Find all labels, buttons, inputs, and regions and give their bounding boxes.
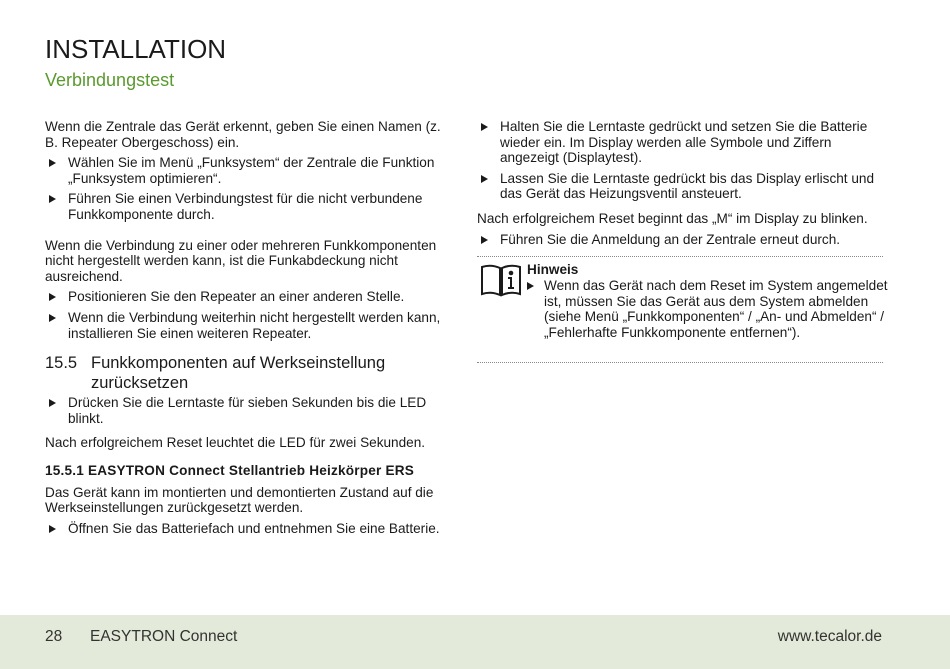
note-text: Wenn das Gerät nach dem Reset im System angemeldet ist, müssen Sie das Gerät aus dem System abmelden (siehe Menü „Funkkomponenten“ / „An- und Abmelden“ / „Fehlerhafte Funkkomponente entfernen“). xyxy=(527,278,899,340)
section-subtitle: Verbindungstest xyxy=(45,70,175,90)
play-bullet-icon xyxy=(49,314,56,322)
section-heading xyxy=(45,353,455,393)
play-bullet-icon xyxy=(49,195,56,203)
play-bullet-icon xyxy=(481,236,488,244)
paragraph: Nach erfolgreichem Reset leuchtet die LED für zwei Sekunden. xyxy=(45,435,426,451)
play-bullet-icon xyxy=(49,293,56,301)
left-column xyxy=(45,119,455,541)
play-bullet-icon xyxy=(49,399,56,407)
list-item: Führen Sie einen Verbindungstest für die nicht verbundene Funkkomponente durch. xyxy=(45,191,455,222)
list-item: Halten Sie die Lerntaste gedrückt und setzen Sie die Batterie wieder ein. Im Display werden alle Symbole und Ziffern angezeigt (Displaytest). xyxy=(477,119,883,166)
page-number: 28 xyxy=(45,628,63,645)
list-item: Wählen Sie im Menü „Funksystem“ der Zentrale die Funktion „Funksystem optimieren“. xyxy=(45,155,455,186)
list-item: Wenn die Verbindung weiterhin nicht hergestellt werden kann, installieren Sie einen weiteren Repeater. xyxy=(45,310,455,341)
section-number: 15.5 xyxy=(45,354,78,373)
play-bullet-icon xyxy=(49,525,56,533)
list-item: Öffnen Sie das Batteriefach und entnehmen Sie eine Batterie. xyxy=(45,521,455,537)
section-title: Funkkomponenten auf Werkseinstellung zurücksetzen xyxy=(91,354,386,393)
play-bullet-icon xyxy=(481,123,488,131)
website-url: www.tecalor.de xyxy=(777,628,882,645)
paragraph: Nach erfolgreichem Reset beginnt das „M“ im Display zu blinken. xyxy=(477,210,868,226)
list-item: Führen Sie die Anmeldung an der Zentrale erneut durch. xyxy=(477,232,883,248)
play-bullet-icon xyxy=(527,282,534,290)
play-bullet-icon xyxy=(481,175,488,183)
list-item: Drücken Sie die Lerntaste für sieben Sekunden bis die LED blinkt. xyxy=(45,395,455,426)
paragraph: Wenn die Verbindung zu einer oder mehreren Funkkomponenten nicht hergestellt werden kann, ist die Funkabdeckung nicht ausreichend. xyxy=(45,237,437,284)
note-box xyxy=(477,256,888,363)
note-title: Hinweis xyxy=(527,262,579,278)
play-bullet-icon xyxy=(49,159,56,167)
page-footer xyxy=(0,615,950,669)
paragraph: Das Gerät kann im montierten und demontierten Zustand auf die Werkseinstellungen zurückgesetzt werden. xyxy=(45,484,434,516)
product-name: EASYTRON Connect xyxy=(90,628,238,645)
book-info-icon xyxy=(480,263,522,301)
paragraph: Wenn die Zentrale das Gerät erkennt, geben Sie einen Namen (z. B. Repeater Obergeschoss) ein. xyxy=(45,119,441,150)
list-item: Lassen Sie die Lerntaste gedrückt bis das Display erlischt und das Gerät das Heizungsventil ansteuert. xyxy=(477,171,883,202)
page-title: INSTALLATION xyxy=(45,34,227,64)
right-column xyxy=(477,119,888,363)
subsection-heading: 15.5.1 EASYTRON Connect Stellantrieb Heizkörper ERS xyxy=(45,462,415,478)
list-item: Positionieren Sie den Repeater an einer anderen Stelle. xyxy=(45,289,455,305)
